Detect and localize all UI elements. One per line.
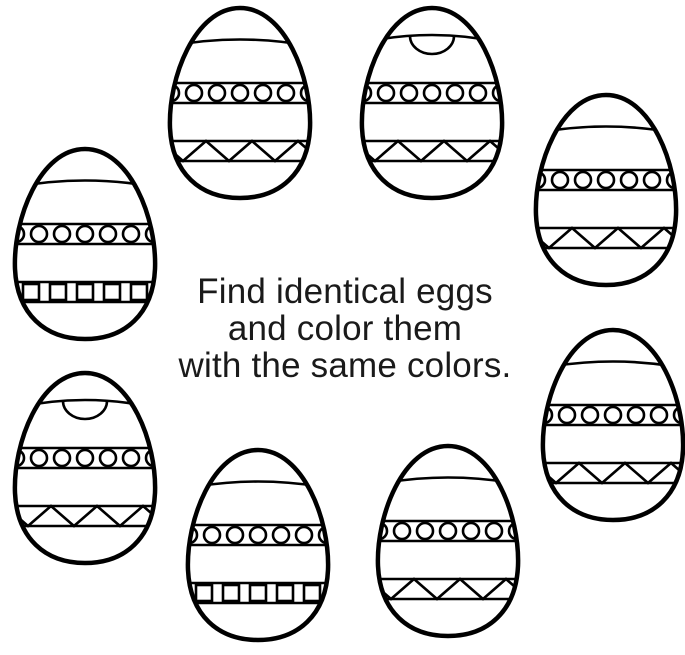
egg-circle: [54, 450, 70, 466]
egg-square: [196, 585, 212, 601]
egg-top-left: [160, 8, 321, 198]
egg-bottom-left: [178, 450, 338, 640]
egg-circle: [123, 226, 139, 242]
egg-circle: [227, 527, 243, 543]
egg-circle: [54, 226, 70, 242]
egg-circle: [273, 527, 289, 543]
egg-square: [223, 585, 239, 601]
egg-circle: [255, 85, 271, 101]
egg-circle: [278, 85, 294, 101]
egg-circle: [447, 85, 463, 101]
instructions-line-2: and color them: [227, 309, 463, 348]
egg-circle: [486, 523, 502, 539]
egg-circle: [598, 172, 614, 188]
egg-circle: [424, 85, 440, 101]
instructions-text: [130, 273, 560, 384]
egg-circle: [296, 527, 312, 543]
egg-circle: [394, 523, 410, 539]
egg-circle: [552, 172, 568, 188]
egg-square: [304, 585, 320, 601]
egg-circle: [582, 407, 598, 423]
egg-circle: [209, 85, 225, 101]
instructions-line-3: with the same colors.: [178, 346, 512, 385]
egg-circle: [644, 172, 660, 188]
egg-circle: [31, 226, 47, 242]
egg-circle: [232, 85, 248, 101]
egg-circle: [440, 523, 456, 539]
egg-right-upper: [526, 95, 685, 285]
egg-circle: [605, 407, 621, 423]
egg-top-right: [352, 8, 513, 198]
egg-square: [277, 585, 293, 601]
egg-square: [77, 284, 93, 300]
egg-square: [104, 284, 120, 300]
egg-circle: [417, 523, 433, 539]
egg-square: [50, 284, 66, 300]
egg-circle: [651, 407, 667, 423]
instructions-line-1: Find identical eggs: [197, 272, 493, 311]
egg-circle: [123, 450, 139, 466]
egg-circle: [401, 85, 417, 101]
egg-square: [23, 284, 39, 300]
egg-circle: [575, 172, 591, 188]
egg-circle: [77, 450, 93, 466]
egg-circle: [100, 226, 116, 242]
egg-circle: [77, 226, 93, 242]
egg-circle: [559, 407, 575, 423]
egg-circle: [31, 450, 47, 466]
egg-circle: [100, 450, 116, 466]
egg-square: [250, 585, 266, 601]
egg-circle: [470, 85, 486, 101]
egg-circle: [204, 527, 220, 543]
egg-circle: [250, 527, 266, 543]
egg-left-lower: [5, 373, 166, 563]
egg-circle: [621, 172, 637, 188]
egg-circle: [378, 85, 394, 101]
egg-bottom-right: [368, 446, 529, 636]
egg-circle: [463, 523, 479, 539]
egg-circle: [628, 407, 644, 423]
egg-circle: [186, 85, 202, 101]
